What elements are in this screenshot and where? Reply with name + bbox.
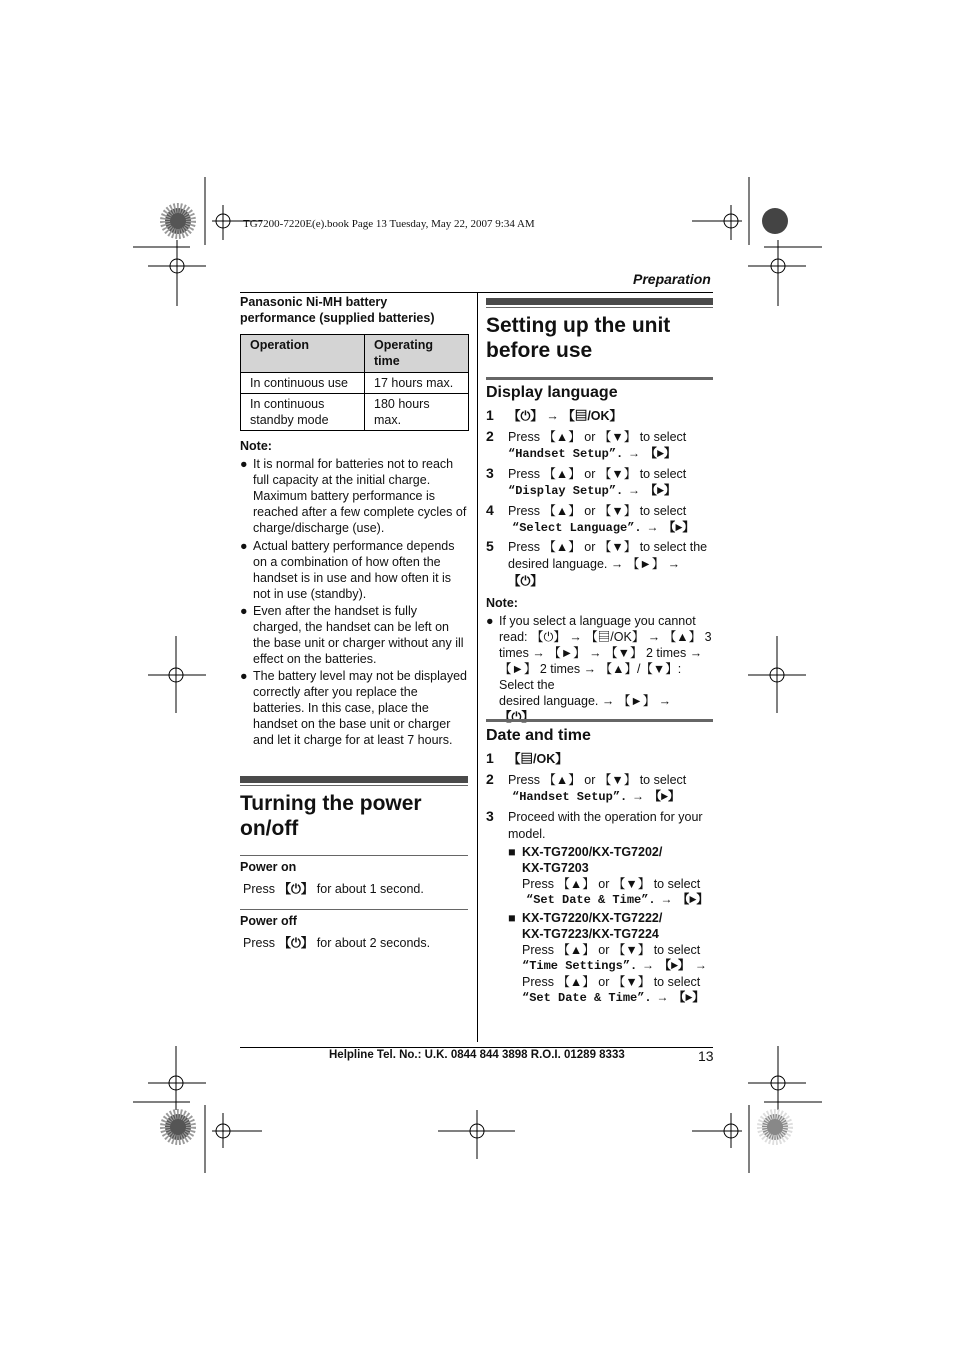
section-header: Preparation <box>633 271 711 287</box>
note-label: Note: <box>486 596 518 610</box>
note-label: Note: <box>240 439 272 453</box>
table-header: Operating time <box>365 335 469 373</box>
power-title: Turning the power on/off <box>240 792 422 840</box>
battery-table <box>240 334 469 431</box>
table-row: In continuous use 17 hours max. <box>241 373 469 394</box>
section-bar-thin <box>240 785 468 786</box>
list-item: ● It is normal for batteries not to reach full capacity at the initial charge. Maximum battery performance is reached after a few complete cycles of charge/discharge (use). <box>240 457 467 535</box>
table-row: In continuous standby mode 180 hours max. <box>241 394 469 431</box>
section-bar <box>486 298 713 305</box>
setup-title: Setting up the unit before use <box>486 314 671 362</box>
power-key-icon: 【⏻】 <box>278 936 314 950</box>
section-bar-thin <box>486 307 713 308</box>
list-item: ● Actual battery performance depends on a combination of how often the handset is in use and how often it is not in use (standby). <box>240 539 455 601</box>
power-on-text: Press 【⏻】 for about 1 second. <box>243 882 424 896</box>
power-on-label: Power on <box>240 860 297 874</box>
power-key-icon: 【⏻】 <box>278 882 314 896</box>
list-item: ● If you select a language you cannot read: 【⏻】 → 【▤/OK】 → 【▲】 3 times → 【►】 → 【▼】 2 times → 【►】 2 times → 【▲】/【▼】: Select the desired language. → 【►】 → 【⏻】 <box>486 614 712 724</box>
language-note <box>486 613 713 725</box>
model-a-block: ■ KX-TG7200/KX-TG7202/ KX-TG7203 Press 【▲】 or 【▼】 to select “Set Date & Time”. → 【►】 ■ KX-TG7220/KX-TG7222/ KX-TG7223/KX-TG7224 Press 【▲】 or 【▼】 to select “Time Settings”. → 【►】 → Press 【▲】 or 【▼】 to select “Set Date & Time”. → 【►】 <box>508 845 709 1005</box>
divider <box>240 855 468 856</box>
battery-notes <box>240 438 468 748</box>
column-divider <box>477 292 478 1042</box>
book-info: TG7200-7220E(e).book Page 13 Tuesday, May 22, 2007 9:34 AM <box>243 218 535 230</box>
list-item: ● The battery level may not be displayed correctly after you replace the batteries. In this case, place the handset on the base unit or charger and let it charge for at least 7 hours. <box>240 669 468 747</box>
display-language-heading: Display language <box>486 384 618 401</box>
page-number: 13 <box>698 1048 714 1064</box>
section-bar <box>240 776 468 783</box>
table-header: Operation <box>241 335 365 373</box>
divider <box>240 909 468 910</box>
battery-title: Panasonic Ni-MH battery performance (supplied batteries) <box>240 295 435 325</box>
power-off-label: Power off <box>240 914 297 928</box>
footer-rule <box>240 1047 713 1048</box>
power-off-text: Press 【⏻】 for about 2 seconds. <box>243 936 431 950</box>
helpline: Helpline Tel. No.: U.K. 0844 844 3898 R.O.I. 01289 8333 <box>329 1049 625 1061</box>
date-time-heading: Date and time <box>486 727 591 744</box>
divider <box>486 377 713 380</box>
list-item: ● Even after the handset is fully charged, the handset can be left on the base unit or charger without any ill effect on the batteries. <box>240 604 464 666</box>
divider <box>486 719 713 722</box>
